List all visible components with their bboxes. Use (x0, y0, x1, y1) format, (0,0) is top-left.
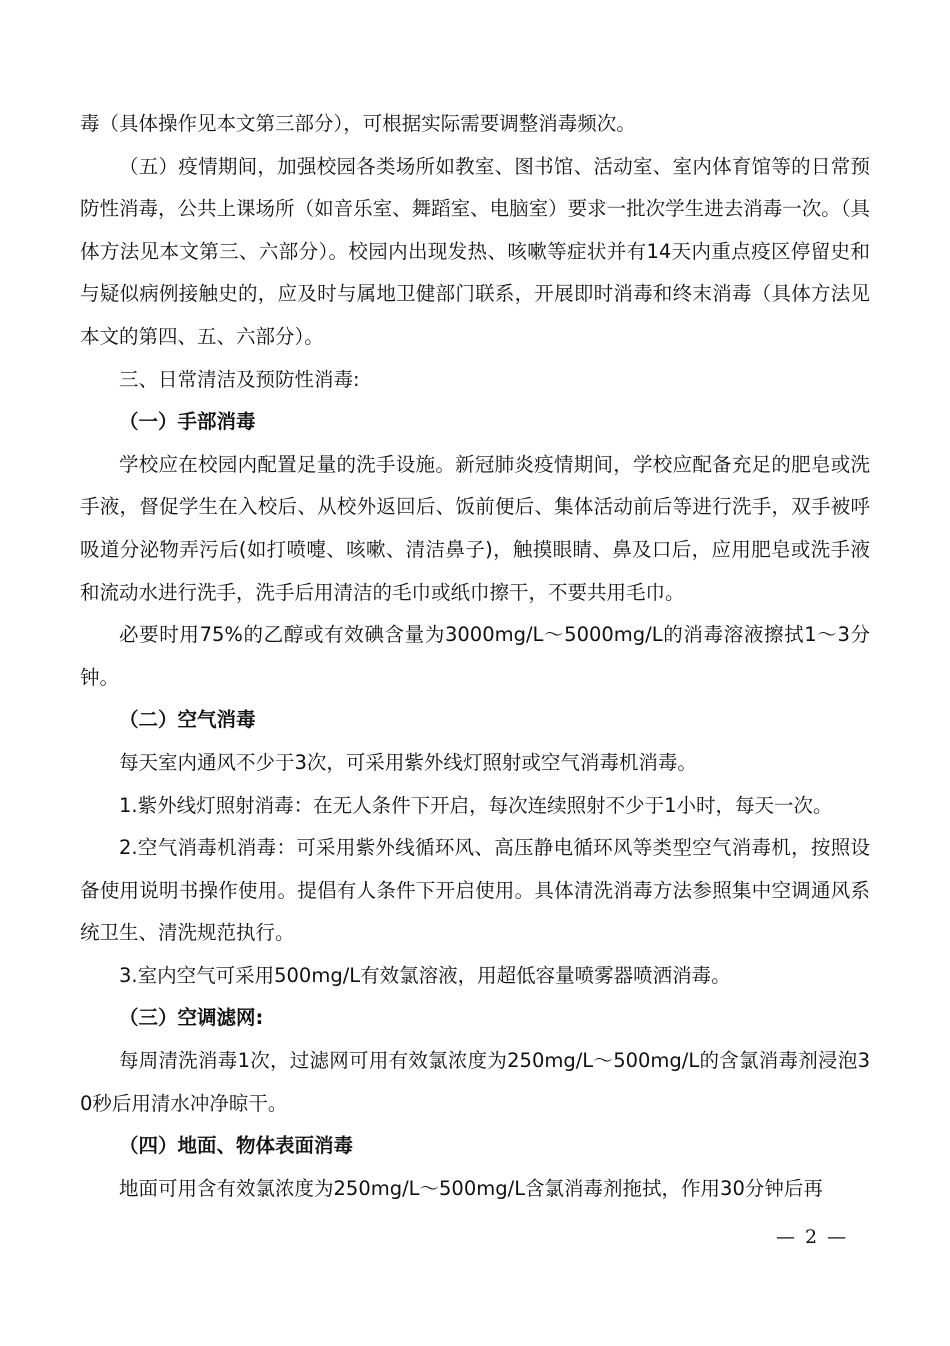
page-number: — 2 — (776, 1226, 849, 1248)
paragraph-continuation: 毒（具体操作见本文第三部分），可根据实际需要调整消毒频次。 (80, 112, 636, 135)
section-title-daily-cleaning: 三、日常清洁及预防性消毒: (119, 367, 360, 391)
paragraph-uv-lamp: 1.紫外线灯照射消毒：在无人条件下开启，每次连续照射不少于1小时，每天一次。 (119, 793, 833, 817)
paragraph-handwashing: 学校应在校园内配置足量的洗手设施。新冠肺炎疫情期间，学校应配备充足的肥皂或洗手液，督促学生在入校后、从校外返回后、饭前便后、集体活动前后等进行洗手，双手被呼吸道分泌物弄污后(如打喷嚏、咳嗽、清洁鼻子)，触摸眼睛、鼻及口后，应用肥皂或洗手液和流动水进行洗手，洗手后用清洁的毛巾或纸巾擦干，不要共用毛巾。 (80, 452, 870, 604)
document-body (80, 103, 870, 1210)
paragraph-air-sterilizer: 2.空气消毒机消毒：可采用紫外线循环风、高压静电循环风等类型空气消毒机，按照设备使用说明书操作使用。提倡有人条件下开启使用。具体清洗消毒方法参照集中空调通风系统卫生、清洗规范执行。 (80, 836, 870, 945)
paragraph-ventilation: 每天室内通风不少于3次，可采用紫外线灯照射或空气消毒机消毒。 (119, 750, 697, 774)
heading-surface-disinfection: （四）地面、物体表面消毒 (119, 1134, 354, 1158)
heading-hand-disinfection: （一）手部消毒 (119, 410, 256, 434)
paragraph-section-five: （五）疫情期间，加强校园各类场所如教室、图书馆、活动室、室内体育馆等的日常预防性消毒，公共上课场所（如音乐室、舞蹈室、电脑室）要求一批次学生进去消毒一次。（具体方法见本文第三、六部分）。校园内出现发热、咳嗽等症状并有14天内重点疫区停留史和与疑似病例接触史的，应及时与属地卫健部门联系，开展即时消毒和终末消毒（具体方法见本文的第四、五、六部分）。 (80, 154, 870, 348)
paragraph-ethanol: 必要时用75%的乙醇或有效碘含量为3000mg/L～5000mg/L的消毒溶液擦拭1～3分钟。 (80, 623, 870, 689)
paragraph-chlorine-spray: 3.室内空气可采用500mg/L有效氯溶液，用超低容量喷雾器喷洒消毒。 (119, 963, 731, 987)
paragraph-floor-mopping: 地面可用含有效氯浓度为250mg/L～500mg/L含氯消毒剂拖拭，作用30分钟后再 (119, 1176, 823, 1200)
paragraph-filter-cleaning: 每周清洗消毒1次，过滤网可用有效氯浓度为250mg/L～500mg/L的含氯消毒剂浸泡30秒后用清水冲净晾干。 (80, 1049, 870, 1115)
heading-air-disinfection: （二）空气消毒 (119, 708, 256, 732)
heading-ac-filter: （三）空调滤网: (119, 1006, 264, 1030)
